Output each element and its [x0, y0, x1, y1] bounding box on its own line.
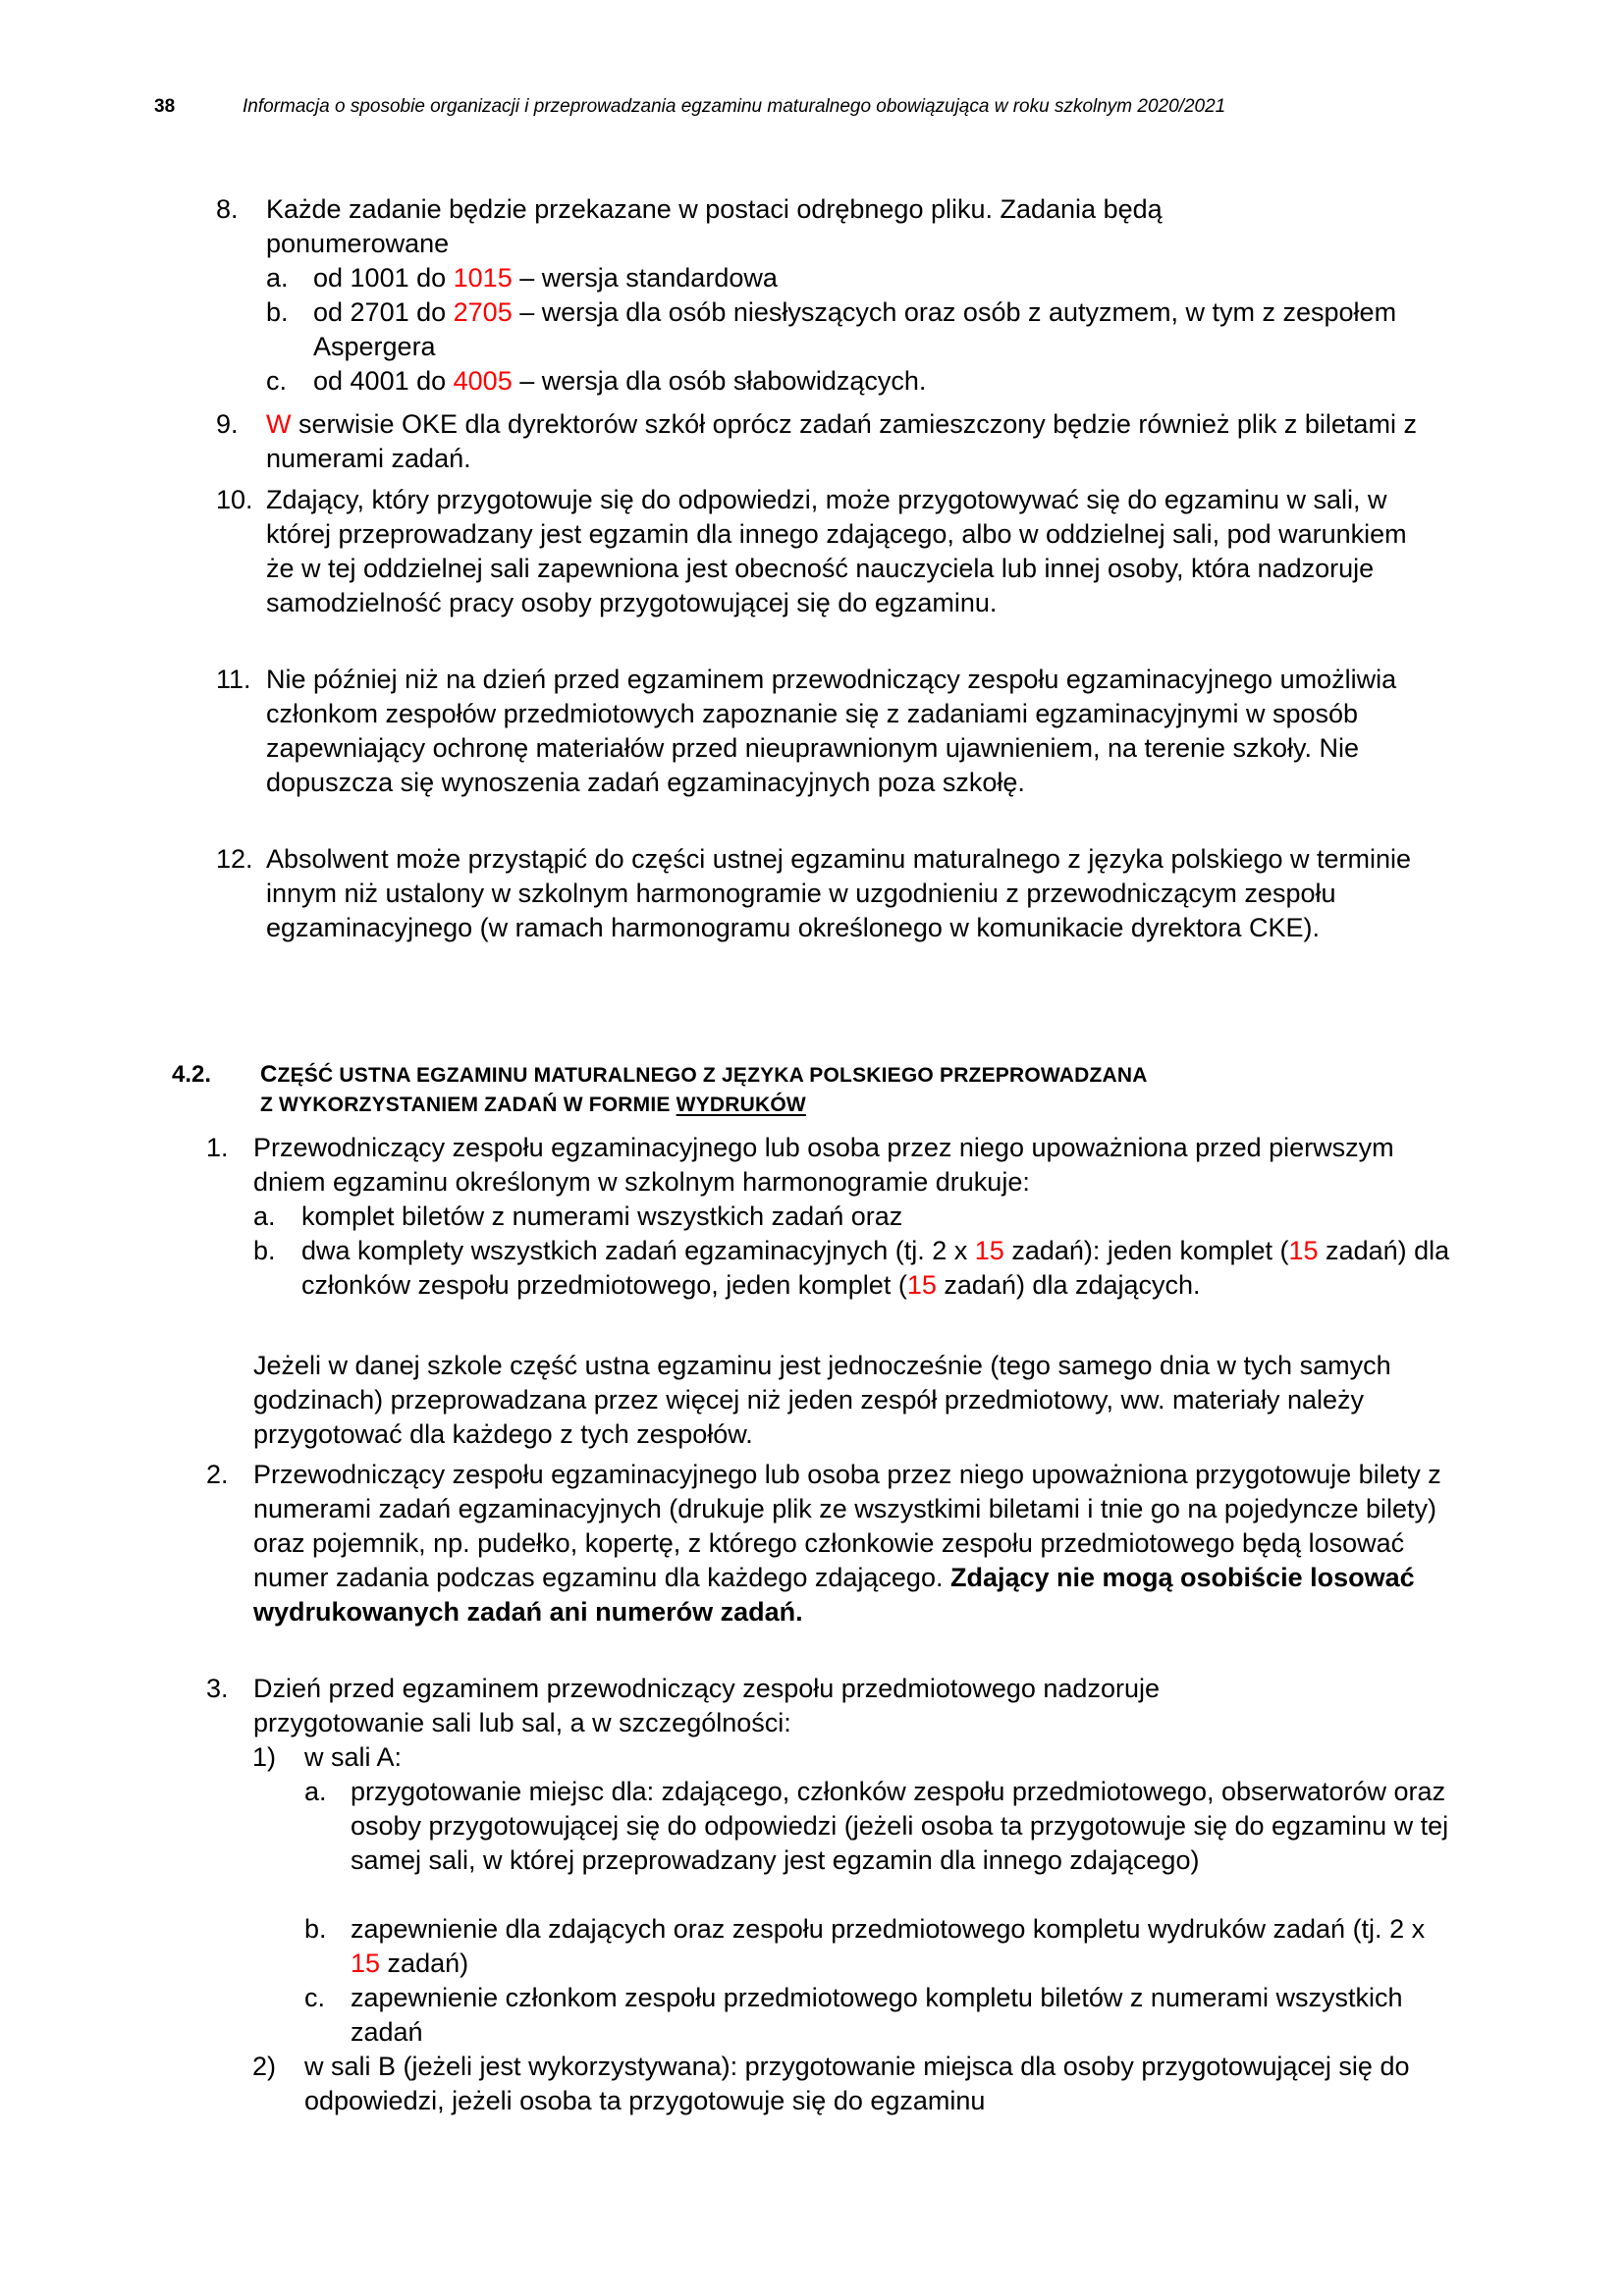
note-text: Jeżeli w danej szkole część ustna egzaminu jest jednocześnie (tego samego dnia w tych samych godzinach) przeprowadzana przez więcej niż jeden zespół przedmiotowy, ww. materiały należy przygotować dla każdego z tych zespołów. — [253, 1351, 1391, 1449]
sub-label: b. — [266, 297, 289, 327]
item-number: 10. — [216, 485, 253, 514]
sub-label: 1) — [252, 1742, 277, 1772]
sub-item-3-1c — [304, 1981, 1473, 2050]
sub-item-3-2 — [252, 2050, 1470, 2118]
sub-item-1a — [253, 1200, 1471, 1234]
sub-text: od 2701 do 2705 – wersja dla osób niesłyszących oraz osób z autyzmem, w tym z zespołem Aspergera — [313, 297, 1397, 361]
sub-item-3-1b — [304, 1912, 1473, 1981]
header-title: Informacja o sposobie organizacji i przeprowadzania egzaminu maturalnego obowiązująca w roku szkolnym 2020/2021 — [243, 96, 1226, 117]
item-number: 12. — [216, 844, 253, 874]
item-text: Zdający, który przygotowuje się do odpowiedzi, może przygotowywać się do egzaminu w sali, w której przeprowadzany jest egzamin dla innego zdającego, albo w oddzielnej sali, pod warunkiem że w tej oddzielnej sali zapewniona jest obecność nauczyciela lub innej osoby, która nadzoruje samodzielność pracy osoby przygotowującej się do egzaminu. — [266, 485, 1407, 617]
section-number: 4.2. — [172, 1061, 212, 1088]
sub-text: komplet biletów z numerami wszystkich zadań oraz — [301, 1201, 903, 1231]
page-number: 38 — [154, 96, 176, 117]
section-title: CZĘŚĆ USTNA EGZAMINU MATURALNEGO Z JĘZYKA POLSKIEGO PRZEPROWADZANA Z WYKORZYSTANIEM ZADAŃ W FORMIE WYDRUKÓW — [260, 1061, 1148, 1116]
sub-label: a. — [253, 1201, 276, 1231]
sub-text: w sali A: — [304, 1742, 403, 1772]
underlined-word: WYDRUKÓW — [676, 1094, 806, 1116]
list-item-8 — [216, 192, 1424, 261]
sub-text: zapewnienie dla zdających oraz zespołu przedmiotowego kompletu wydruków zadań (tj. 2 x 15 zadań) — [351, 1914, 1426, 1978]
item-number: 8. — [216, 194, 239, 224]
sub-label: 2) — [252, 2052, 277, 2081]
sub-text: przygotowanie miejsc dla: zdającego, członków zespołu przedmiotowego, obserwatorów oraz osoby przygotowującej się do odpowiedzi (jeżeli osoba ta przygotowuje się do egzaminu w tej samej sali, w której przeprowadzany jest egzamin dla innego zdającego) — [351, 1777, 1449, 1875]
item-text: Przewodniczący zespołu egzaminacyjnego lub osoba przez niego upoważniona przygotowuje bilety z numerami zadań egzaminacyjnych (drukuje plik ze wszystkimi biletami i tnie go na pojedyncze bilety) oraz pojemnik, np. pudełko, kopertę, z którego członkowie zespołu przedmiotowego będą losować numer zadania podczas egzaminu dla każdego zdającego. Zdający nie mogą osobiście losować wydrukowanych zadań ani numerów zadań. — [253, 1460, 1441, 1627]
item-number: 3. — [206, 1674, 229, 1703]
highlight-number: 15 — [974, 1236, 1004, 1265]
sub-label: c. — [266, 366, 288, 396]
sub-item-1b — [253, 1234, 1481, 1303]
highlight-number: 15 — [351, 1949, 381, 1978]
sub-label: b. — [253, 1236, 276, 1265]
sub-label: b. — [304, 1914, 327, 1944]
sub-label: a. — [304, 1777, 327, 1806]
item-text: Przewodniczący zespołu egzaminacyjnego lub osoba przez niego upoważniona przed pierwszym dniem egzaminu określonym w szkolnym harmonogramie drukuje: — [253, 1133, 1394, 1197]
bold-warning: Zdający nie mogą osobiście losować wydrukowanych zadań ani numerów zadań. — [253, 1563, 1415, 1627]
sub-text: zapewnienie członkom zespołu przedmiotowego kompletu biletów z numerami wszystkich zadań — [351, 1983, 1403, 2047]
sub-text: od 4001 do 4005 – wersja dla osób słabowidzących. — [313, 366, 927, 396]
item-text: Nie później niż na dzień przed egzaminem przewodniczący zespołu egzaminacyjnego umożliwia członkom zespołów przedmiotowych zapoznanie się z zadaniami egzaminacyjnymi w sposób zapewniający ochronę materiałów przed nieuprawnionym ujawnieniem, na terenie szkoły. Nie dopuszcza się wynoszenia zadań egzaminacyjnych poza szkołę. — [266, 665, 1397, 797]
item-number: 1. — [206, 1133, 229, 1162]
item-number: 2. — [206, 1460, 229, 1489]
highlight-number: 4005 — [453, 366, 513, 396]
sub-label: a. — [266, 263, 289, 293]
list-item-11 — [216, 663, 1443, 800]
highlight-number: 15 — [1288, 1236, 1319, 1265]
page-header — [154, 94, 1480, 120]
highlight-letter: W — [266, 409, 292, 439]
item-text: Każde zadanie będzie przekazane w postaci odrębnego pliku. Zadania będą ponumerowane — [266, 194, 1163, 258]
list-item-1 — [206, 1131, 1463, 1200]
sub-label: c. — [304, 1983, 326, 2012]
list-item-3 — [206, 1672, 1473, 1740]
highlight-number: 1015 — [453, 263, 513, 293]
list-item-2 — [206, 1458, 1473, 1629]
section-heading — [172, 1060, 1438, 1120]
sub-item-3-1a — [304, 1775, 1473, 1878]
item-number: 11. — [216, 665, 251, 694]
highlight-number: 15 — [906, 1270, 937, 1300]
item-1-note — [253, 1349, 1471, 1452]
list-item-12 — [216, 842, 1443, 945]
sub-item-8c — [266, 364, 1425, 399]
sub-text: od 1001 do 1015 – wersja standardowa — [313, 263, 778, 293]
highlight-number: 2705 — [453, 297, 513, 327]
sub-text: w sali B (jeżeli jest wykorzystywana): przygotowanie miejsca dla osoby przygotowującej się do odpowiedzi, jeżeli osoba ta przygotowuje się do egzaminu — [304, 2052, 1410, 2115]
item-number: 9. — [216, 409, 239, 439]
list-item-9 — [216, 407, 1434, 476]
item-text: W serwisie OKE dla dyrektorów szkół oprócz zadań zamieszczony będzie również plik z biletami z numerami zadań. — [266, 409, 1417, 473]
item-text: Absolwent może przystąpić do części ustnej egzaminu maturalnego z języka polskiego w terminie innym niż ustalony w szkolnym harmonogramie w uzgodnieniu z przewodniczącym zespołu egzaminacyjnego (w ramach harmonogramu określonego w komunikacie dyrektora CKE). — [266, 844, 1412, 942]
sub-item-8b — [266, 295, 1425, 364]
sub-item-3-1 — [252, 1740, 1470, 1775]
list-item-10 — [216, 483, 1434, 620]
sub-text: dwa komplety wszystkich zadań egzaminacyjnych (tj. 2 x 15 zadań): jeden komplet (15 zadań) dla członków zespołu przedmiotowego, jeden komplet (15 zadań) dla zdających. — [301, 1236, 1450, 1300]
sub-item-8a — [266, 261, 1425, 295]
item-text: Dzień przed egzaminem przewodniczący zespołu przedmiotowego nadzoruje przygotowanie sali lub sal, a w szczególności: — [253, 1674, 1160, 1737]
